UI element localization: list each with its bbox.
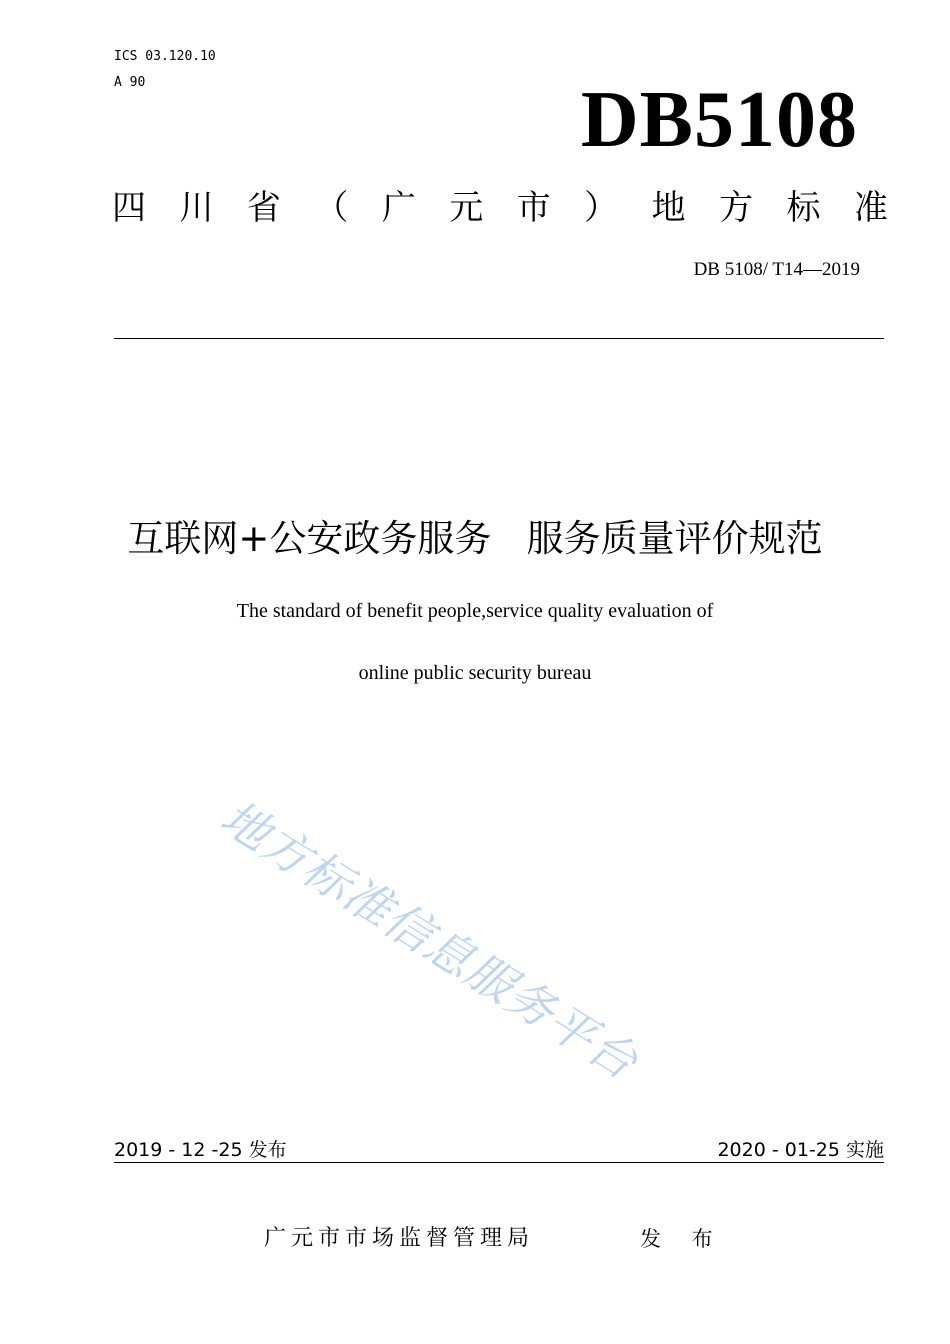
issue-word: 发 布: [640, 1227, 725, 1251]
standard-type-char: 方: [719, 188, 754, 228]
standard-type-char: 市: [516, 188, 551, 228]
standard-type-char: 准: [853, 188, 888, 228]
standard-type-char: （: [314, 188, 349, 228]
ics-code: ICS 03.120.10: [114, 49, 216, 64]
title-chinese: 互联网+公安政务服务 服务质量评价规范: [127, 517, 823, 560]
title-english-line2: online public security bureau: [358, 662, 592, 684]
issuer: 广元市市场监督管理局: [264, 1226, 535, 1251]
ccs-code: A 90: [114, 75, 146, 90]
standard-type-char: 广: [381, 188, 416, 228]
implementation-date: 2020 - 01-25 实施: [717, 1139, 884, 1161]
standard-type-char: 地: [651, 188, 686, 228]
standard-type-char: 元: [449, 188, 484, 228]
footer-divider: [114, 1162, 884, 1163]
standard-type-char: 省: [246, 188, 281, 228]
standard-type: [112, 186, 888, 230]
standard-type-char: 四: [112, 188, 146, 228]
standard-type-char: ）: [584, 188, 619, 228]
issue-date: 2019 - 12 -25 发布: [114, 1139, 287, 1161]
watermark: 地方标准信息服务平台: [210, 790, 648, 1092]
standard-code: DB5108: [580, 76, 858, 164]
standard-number: DB 5108/ T14—2019: [693, 259, 860, 280]
standard-type-char: 标: [786, 188, 821, 228]
title-english-line1: The standard of benefit people,service quality evaluation of: [236, 600, 714, 622]
standard-type-char: 川: [179, 188, 214, 228]
header-divider: [114, 338, 884, 339]
